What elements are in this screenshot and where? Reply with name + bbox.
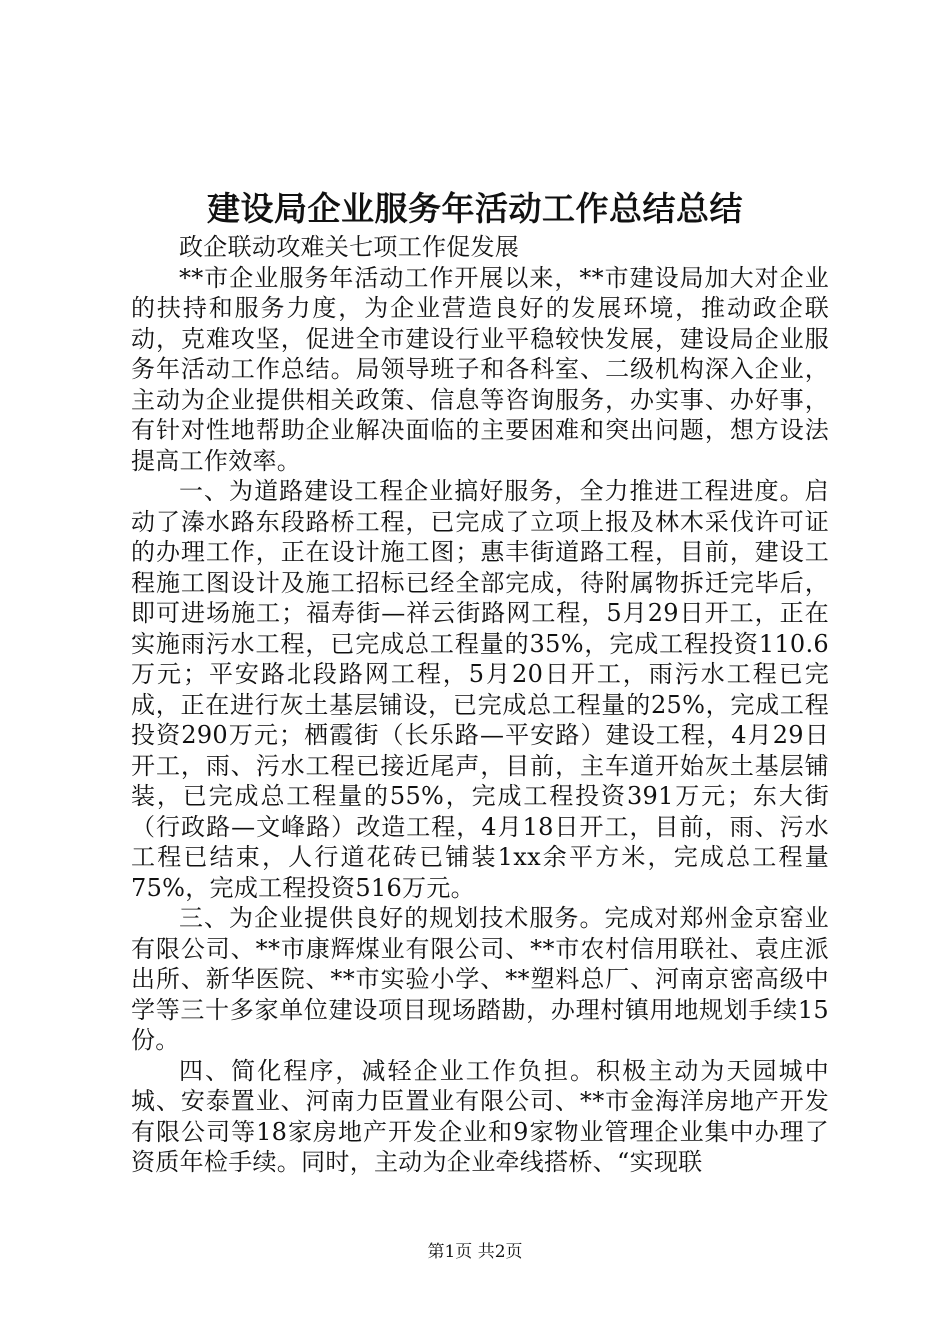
- paragraph-section-1: 一、为道路建设工程企业搞好服务，全力推进工程进度。启动了溱水路东段路桥工程，已完成了立项上报及林木采伐许可证的办理工作，正在设计施工图；惠丰街道路工程，目前，建设工程施工图设计及施工招标已经全部完成，待附属物拆迁完毕后，即可进场施工；福寿街—祥云街路网工程，5月29日开工，正在实施雨污水工程，已完成总工程量的35%，完成工程投资110.6万元；平安路北段路网工程，5月20日开工，雨污水工程已完成，正在进行灰土基层铺设，已完成总工程量的25%，完成工程投资290万元；栖霞街（长乐路—平安路）建设工程，4月29日开工，雨、污水工程已接近尾声，目前，主车道开始灰土基层铺装，已完成总工程量的55%，完成工程投资391万元；东大街（行政路—文峰路）改造工程，4月18日开工，目前，雨、污水工程已结束，人行道花砖已铺装1xx余平方米，完成总工程量75%，完成工程投资516万元。: [131, 477, 829, 902]
- document-body: [131, 232, 829, 1178]
- paragraph-intro: **市企业服务年活动工作开展以来，**市建设局加大对企业的扶持和服务力度，为企业营造良好的发展环境，推动政企联动，克难攻坚，促进全市建设行业平稳较快发展，建设局企业服务年活动工作总结。局领导班子和各科室、二级机构深入企业，主动为企业提供相关政策、信息等咨询服务，办实事、办好事，有针对性地帮助企业解决面临的主要困难和突出问题，想方设法提高工作效率。: [131, 263, 829, 475]
- paragraph-subtitle: 政企联动攻难关七项工作促发展: [179, 233, 520, 261]
- paragraph-section-3: 三、为企业提供良好的规划技术服务。完成对郑州金京窑业有限公司、**市康辉煤业有限公司、**市农村信用联社、袁庄派出所、新华医院、**市实验小学、**塑料总厂、河南京密高级中学等三十多家单位建设项目现场踏勘，办理村镇用地规划手续15份。: [131, 904, 829, 1054]
- page-footer: 第1页 共2页: [427, 1242, 523, 1262]
- paragraph-section-4: 四、简化程序，减轻企业工作负担。积极主动为天园城中城、安泰置业、河南力臣置业有限公司、**市金海洋房地产开发有限公司等18家房地产开发企业和9家物业管理企业集中办理了资质年检手续。同时，主动为企业牵线搭桥、“实现联: [131, 1056, 829, 1176]
- document-title: 建设局企业服务年活动工作总结总结: [207, 189, 743, 228]
